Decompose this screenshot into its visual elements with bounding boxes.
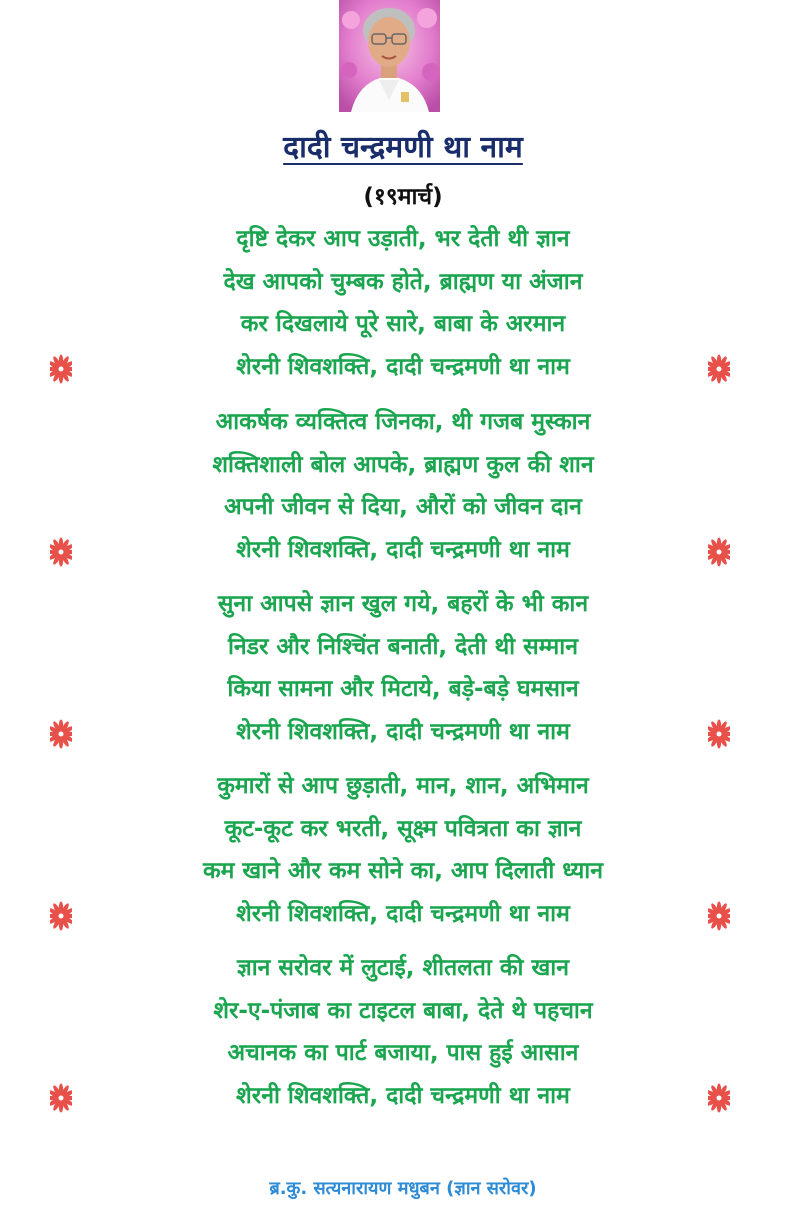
author-credit: ब्र.कु. सत्यनारायण मधुबन (ज्ञान सरोवर)	[269, 1178, 537, 1199]
verse-line: अचानक का पार्ट बजाया, पास हुई आसान	[227, 1040, 579, 1066]
verse-line: आकर्षक व्यक्तित्व जिनका, थी गजब मुस्कान	[215, 409, 591, 435]
verse-line: ज्ञान सरोवर में लुटाई, शीतलता की खान	[236, 955, 570, 981]
verse-line: शक्तिशाली बोल आपके, ब्राह्मण कुल की शान	[212, 452, 594, 478]
refrain-line: शेरनी शिवशक्ति, दादी चन्द्रमणी था नाम	[236, 537, 570, 563]
verse-line: देख आपको चुम्बक होते, ब्राह्मण या अंजान	[223, 269, 583, 295]
verse-line: दृष्टि देकर आप उड़ाती, भर देती थी ज्ञान	[236, 226, 570, 252]
flower-icon	[708, 354, 730, 384]
portrait-photo	[339, 0, 440, 112]
verse-line: कर दिखलाये पूरे सारे, बाबा के अरमान	[240, 311, 566, 337]
verse-line: कम खाने और कम सोने का, आप दिलाती ध्यान	[202, 858, 604, 884]
poem-title-text: दादी चन्द्रमणी था नाम	[283, 130, 523, 165]
flower-icon	[708, 901, 730, 931]
verse-line: अपनी जीवन से दिया, औरों को जीवन दान	[224, 494, 582, 520]
flower-icon	[50, 901, 72, 931]
verse-line: कुमारों से आप छुड़ाती, मान, शान, अभिमान	[217, 773, 589, 799]
verse-line: सुना आपसे ज्ञान खुल गये, बहरों के भी कान	[217, 591, 589, 617]
verse-line: कूट-कूट कर भरती, सूक्ष्म पवित्रता का ज्ञान	[224, 816, 582, 842]
verse-line: निडर और निश्चिंत बनाती, देती थी सम्मान	[227, 634, 579, 660]
refrain-line: शेरनी शिवशक्ति, दादी चन्द्रमणी था नाम	[236, 901, 570, 927]
poem-title	[0, 128, 806, 168]
refrain-line: शेरनी शिवशक्ति, दादी चन्द्रमणी था नाम	[236, 1083, 570, 1109]
portrait-image	[339, 0, 440, 112]
flower-icon	[708, 719, 730, 749]
flower-icon	[708, 1083, 730, 1113]
refrain-line: शेरनी शिवशक्ति, दादी चन्द्रमणी था नाम	[236, 354, 570, 380]
flower-icon	[50, 1083, 72, 1113]
flower-icon	[50, 354, 72, 384]
flower-icon	[50, 719, 72, 749]
poem-date: (१९मार्च)	[363, 184, 443, 210]
verse-line: शेर-ए-पंजाब का टाइटल बाबा, देते थे पहचान	[213, 998, 593, 1024]
verse-line: किया सामना और मिटाये, बड़े-बड़े घमसान	[227, 676, 579, 702]
flower-icon	[708, 537, 730, 567]
flower-icon	[50, 537, 72, 567]
refrain-line: शेरनी शिवशक्ति, दादी चन्द्रमणी था नाम	[236, 719, 570, 745]
